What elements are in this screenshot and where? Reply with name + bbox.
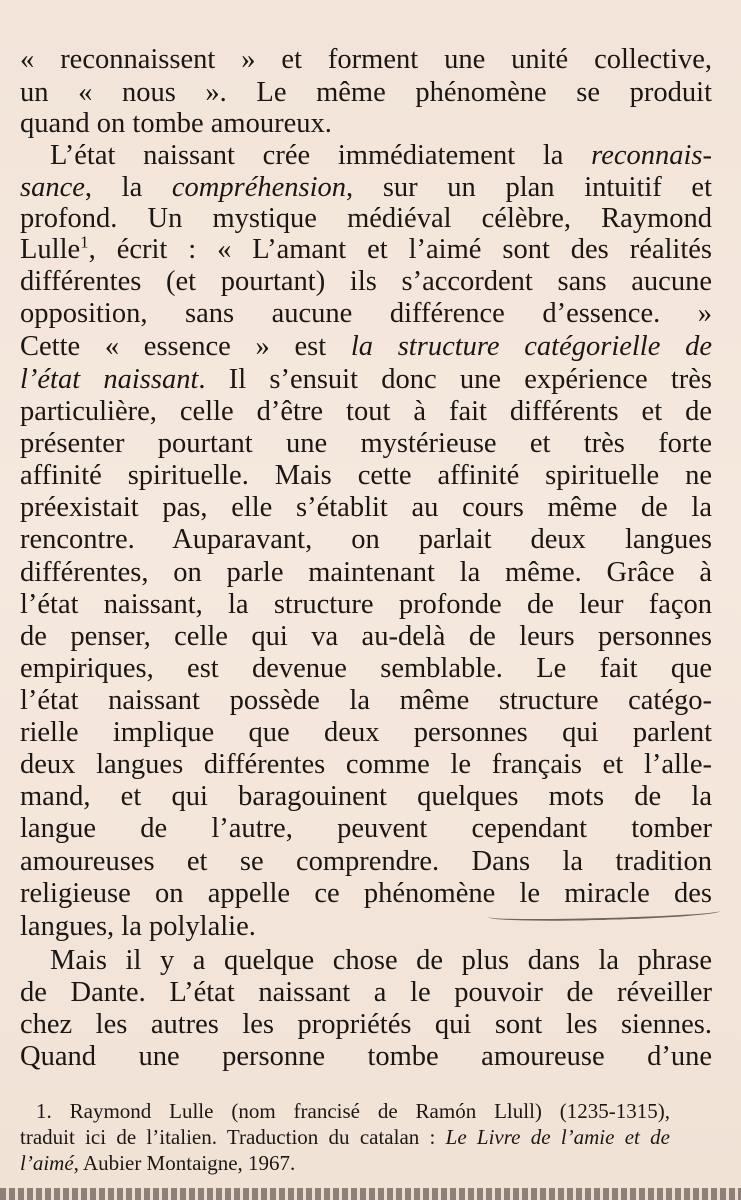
text-line: empiriques, est devenue semblable. Le fait que [20, 653, 712, 684]
text-line: opposition, sans aucune différence d’essence. » [20, 298, 712, 329]
text-line: mand, et qui baragouinent quelques mots de la [20, 781, 712, 812]
text-line [20, 234, 712, 266]
footnote-line: 1. Raymond Lulle (nom francisé de Ramón Llull) (1235-1315), [36, 1099, 670, 1123]
text-run: , Aubier Montaigne, 1967. [73, 1151, 296, 1175]
text-line [20, 331, 712, 363]
text-line: deux langues différentes comme le français et l’alle- [20, 749, 712, 780]
text-line: rencontre. Auparavant, on parlait deux langues [20, 524, 712, 555]
text-run: . Il s’ensuit donc une expérience très [198, 364, 712, 395]
text-run: , la [84, 172, 172, 203]
text-line: de penser, celle qui va au-delà de leurs personnes [20, 621, 712, 652]
italic-run: compréhension [171, 172, 347, 203]
text-run: L’état naissant crée immédiatement la [50, 140, 592, 171]
text-line: religieuse on appelle ce phénomène le miracle des [20, 878, 712, 909]
italic-run: la structure catégorielle de [350, 331, 712, 362]
text-line: affinité spirituelle. Mais cette affinité spirituelle ne [20, 460, 712, 491]
next-page-edge [0, 1188, 741, 1200]
text-line: l’état naissant possède la même structure catégo- [20, 685, 712, 716]
text-line: différentes, on parle maintenant la même. Grâce à [20, 557, 712, 588]
text-run: , écrit : « L’amant et l’aimé sont des réalités [88, 234, 712, 265]
text-line: Mais il y a quelque chose de plus dans la phrase [50, 945, 712, 976]
text-line: préexistait pas, elle s’établit au cours même de la [20, 492, 712, 523]
text-line: de Dante. L’état naissant a le pouvoir de réveiller [20, 977, 712, 1008]
text-line: un « nous ». Le même phénomène se produit [20, 77, 712, 108]
text-line [50, 140, 712, 172]
italic-run: Le Livre de l’amie et de [445, 1125, 670, 1149]
text-line: particulière, celle d’être tout à fait différents et de [20, 396, 712, 427]
text-line [20, 364, 712, 396]
text-line: chez les autres les propriétés qui sont les siennes. [20, 1009, 712, 1040]
footnote-line [20, 1150, 670, 1176]
footnote-marker: 1 [80, 232, 89, 252]
italic-run: l’aimé [20, 1151, 74, 1175]
text-line: présenter pourtant une mystérieuse et très forte [20, 428, 712, 459]
text-line: langue de l’autre, peuvent cependant tomber [20, 813, 712, 844]
italic-run: sance [20, 172, 85, 203]
italic-run: l’état naissant [20, 364, 199, 395]
text-line: quand on tombe amoureux. [20, 108, 332, 139]
text-line: langues, la polylalie. [20, 911, 256, 942]
text-line: profond. Un mystique médiéval célèbre, Raymond [20, 203, 712, 234]
italic-run: reconnais- [591, 140, 712, 171]
text-line: différentes (et pourtant) ils s’accordent sans aucune [20, 266, 712, 297]
text-line: « reconnaissent » et forment une unité collective, [20, 44, 712, 75]
footnote-line [20, 1124, 670, 1150]
text-run: Cette « essence » est [20, 331, 351, 362]
text-line: l’état naissant, la structure profonde de leur façon [20, 589, 712, 620]
text-line: rielle implique que deux personnes qui parlent [20, 717, 712, 748]
text-line: Quand une personne tombe amoureuse d’une [20, 1041, 712, 1072]
text-run: Lulle [20, 234, 81, 265]
text-line [20, 172, 712, 204]
text-run: traduit ici de l’italien. Traduction du catalan : [20, 1125, 446, 1149]
text-line: amoureuses et se comprendre. Dans la tradition [20, 846, 712, 877]
text-run: , sur un plan intuitif et [346, 172, 712, 203]
